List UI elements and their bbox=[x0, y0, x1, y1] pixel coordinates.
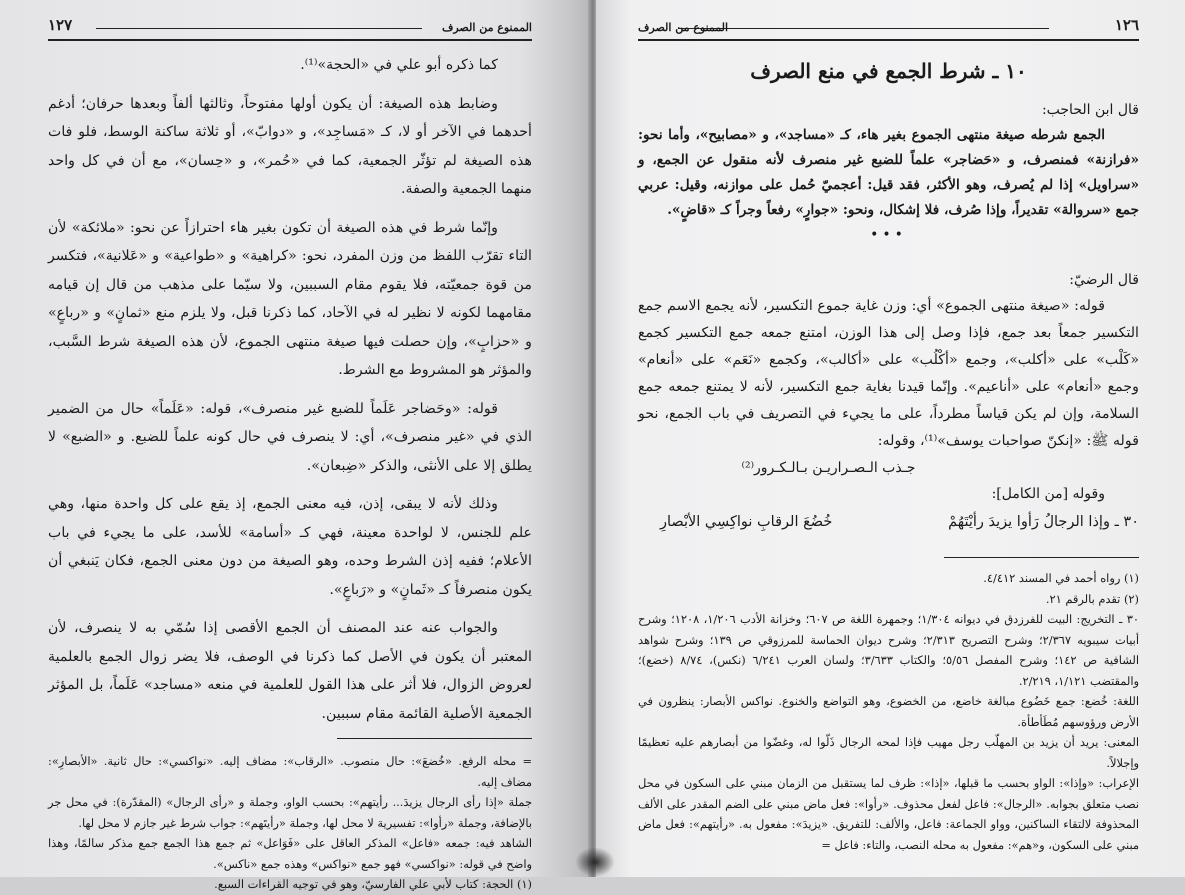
paragraph: كما ذكره أبو علي في «الحجة»⁽¹⁾. bbox=[300, 57, 498, 73]
page-number: ١٢٧ bbox=[48, 16, 73, 34]
meter-intro: وقوله [من الكامل]: bbox=[991, 486, 1105, 502]
verse-second-hemistich: خُضُعَ الرقابِ نواكِسِي الأبْصارِ bbox=[660, 514, 833, 530]
speaker-ibn-hajib: قال ابن الحاجب: bbox=[1041, 102, 1139, 118]
footnote: ٣٠ ـ التخريج: البيت للفرزدق في ديوانه ١/٣٠٤؛ وجمهرة اللغة ص ٦٠٧؛ وخزانة الأدب ١/٢٠٦، ١٢٠٨؛ وشرح أبيات سيبويه ٢/٣٦٧؛ وشرح التصريح ٢/٣١٣؛ وشرح ديوان الحماسة للمرزوقي ص ١٣٩؛ وشرح شواهد الشافية ص ١٤٢؛ وشرح المفصل ٥/٥٦؛ والكتاب ٣/٦٣٣؛ ولسان العرب ٦/٢٤١ (نكس)، ٨/٧٤ (خضع)؛ والمقتضب ١/١٢١، ٢/٢١٩. bbox=[638, 612, 1139, 688]
speaker-radi: قال الرضيّ: bbox=[1069, 272, 1139, 288]
page-number: ١٢٦ bbox=[1114, 16, 1139, 34]
radi-text: قوله: «صيغة منتهى الجموع» أي: وزن غاية جموع التكسير، لأنه يجمع الاسم جمع التكسير جمعاً بعد جمع، فإذا وصل إلى هذا الوزن، امتنع جمعه جمع التكسير كجمع «كَلْب» على «أكلب»، وجمع «أكْلُب» على «أكالب»، وكجمع «نَعَم» على «أنعام» وجمع «أنعام» على «أناعيم». وإنّما قيدنا بغاية جمع التكسير، لأنه لا يمتنع جمعه جمع السلامة، وإن لم يكن قياساً مطرداً، على ما يجيء في التصريف في باب الجمع، نحو قوله ﷺ: «إنكنّ صواحبات يوسف»⁽¹⁾، وقوله: bbox=[638, 298, 1139, 449]
running-head-left bbox=[48, 14, 532, 34]
footnotes-left bbox=[48, 751, 532, 895]
verse-first-hemistich: ٣٠ ـ وإذا الرجالُ رَأوا يزيدَ رأيْتَهُمْ bbox=[948, 514, 1139, 530]
footnote: (١) رواه أحمد في المسند ٤/٤١٢. bbox=[983, 571, 1139, 585]
footnote: اللغة: خُضع: جمع خَضُوع مبالغة خاضع، من الخضوع، وهو التواضع والخنوع. نواكس الأبصار: ينظرون في الأرض ورؤوسهم مُطَأطأة. bbox=[638, 694, 1139, 729]
running-title: الممنوع من الصرف bbox=[638, 21, 729, 34]
verse-number: ٣٠ ـ bbox=[1114, 514, 1139, 530]
running-head-right bbox=[638, 14, 1139, 34]
footnote-rule bbox=[337, 738, 532, 739]
ibn-hajib-text: الجمع شرطه صيغة منتهى الجموع بغير هاء، كـ «مساجد»، و «مصابيح»، وأما نحو: «فرازنة» فمنصرف، و «حَضاجر» علماً للضبع غير منصرف لأنه منقول عن الجمع، و «سراويل» إذا لم يُصرف، وهو الأكثر، فقد قيل: أعجميّ حُمل على موازنه، وقيل: عربي جمع «سروالة» تقديراً، وإذا صُرف، فلا إشكال، ونحو: «جوارٍ» رفعاً وجراً كـ «قاضٍ». bbox=[638, 127, 1139, 218]
footnote: الشاهد فيه: جمعه «فاعل» المذكر العاقل على «فَوَاعل» ثم جمع هذا الجمع جمع مذكر سالمًا، وهذا واضح في قوله: «نواكسي» فهو جمع «نواكس» وهذه جمع «ناكس». bbox=[48, 836, 532, 871]
paragraph: قوله: «وحَضاجر عَلَماً للضبع غير منصرف»، قوله: «عَلَماً» حال من الضمير الذي في «غير منصرف»، أي: لا ينصرف في حال كونه علماً للضبع. و «الضبع» لا يطلق إلا على الأنثى، والذكر «ضِبعان». bbox=[48, 400, 532, 474]
footnote: المعنى: يريد أن يزيد بن المهلّب رجل مهيب فإذا لمحه الرجال ذَلّوا له، وغضّوا من أبصارهم عليه تعظيمًا وإجلالاً. bbox=[638, 735, 1139, 770]
half-verse: جـذب الـصـراريـن بـالـكـرور⁽²⁾ bbox=[741, 460, 916, 476]
chapter-title: ١٠ ـ شرط الجمع في منع الصرف bbox=[750, 59, 1027, 83]
running-title: الممنوع من الصرف bbox=[441, 21, 532, 34]
header-rule-thick bbox=[638, 39, 1139, 41]
paragraph: والجواب عنه عند المصنف أن الجمع الأقصى إذا سُمّي به لا ينصرف، لأن المعتبر أن يكون في الأصل كما ذكرنا في الوصف، فلا يضر زوال الجمع بالعلمية لعروض الزوال، فلا أثر على هذا القول للعلمية في منعه «مساجد» عَلَماً، بل المؤثر الجمعية الأصلية القائمة مقام سببين. bbox=[48, 620, 532, 722]
footnote: = محله الرفع. «خُضعَ»: حال منصوب. «الرقاب»: مضاف إليه. «نواكسي»: حال ثانية. «الأبصارِ»: مضاف إليه. bbox=[48, 754, 532, 789]
header-rule-thin bbox=[678, 28, 1049, 29]
poetry-verse bbox=[638, 507, 1139, 537]
footnote-rule bbox=[944, 557, 1139, 558]
footnote: (٢) تقدم بالرقم ٢١. bbox=[1045, 591, 1139, 606]
binding-shadow bbox=[575, 847, 615, 877]
header-rule-thin bbox=[96, 28, 422, 29]
footnote: (١) الحجة: كتاب لأبي علي الفارسيّ، وهو في توجيه القراءات السبع. bbox=[214, 877, 532, 891]
page-126 bbox=[596, 0, 1185, 877]
paragraph: وضابط هذه الصيغة: أن يكون أولها مفتوحاً، وثالثها ألفاً وبعدها حرفان؛ أدغم أحدهما في الآخر أو لا، كـ «مَساجِد»، و «دوابّ»، أو ثلاثة ساكنة الوسط، فلو فات هذه الصيغة لم تؤثّر الجمعية، كما في «حُمر»، و «حِسان»، مع أن في كل واحد منهما الجمعية والصفة. bbox=[48, 95, 532, 197]
section-separator: ••• bbox=[870, 227, 907, 243]
paragraph: وإنّما شرط في هذه الصيغة أن تكون بغير هاء احترازاً عن نحو: «ملائكة» لأن التاء تقرّب اللفظ من وزن المفرد، نحو: «كراهية» و «طواعية» و «عَلانية»، فتكسر من قوة جمعيّته، فلا يقوم مقام السببين، ولا سيّما على مذهب من قال إن قيامه مقامهما لكونه لا نظير له في الآحاد، كما ذكرنا قبل، ولا يلزم منع «ثمانٍ» و «رباعٍ» و «حزابٍ»، وإن حصلت فيها صيغة منتهى الجموع، لأن هذه الصيغة شرط السَّبب، والمؤثر هو المشروط مع الشرط. bbox=[48, 219, 532, 378]
page-127 bbox=[0, 0, 590, 891]
footnote: جملة «إذا رأى الرجال يزيدَ... رأيتهم»: بحسب الواو، وجملة و «رأى الرجال» (المقدّرة): في محل جر بالإضافة، وجملة «رأوا»: تفسيرية لا محل لها، وجملة «رأيتَهم»: جواب شرط غير جازم لا محل لها. bbox=[48, 795, 532, 830]
footnote: الإعراب: «وإذا»: الواو بحسب ما قبلها، «إذا»: ظرف لما يستقبل من الزمان مبني على السكون في محل نصب متعلق بجوابه. «الرجال»: فاعل لفعل محذوف. «رأوا»: فعل ماض مبني على الضم المقدر على الألف المحذوفة لالتقاء الساكنين، وواو الجماعة: فاعل، والألف: للتفريق. «يزيدَ»: مفعول به. «رأيتهم»: فعل ماض مبني على السكون، و«هم»: مفعول به محله النصب، والتاء: فاعل = bbox=[638, 776, 1139, 852]
paragraph: وذلك لأنه لا يبقى، إذن، فيه معنى الجمع، إذ يقع على كل واحدة منها، وهي علم للجنس، لا لواحدة معينة، فهي كـ «أسامة» للأسد، على ما يجيء في باب الأعلام؛ ففيه إذن الشرط وحده، وهو الصيغة من دون معنى الجمع، فكان يَنبغي أن يكون منصرفاً كـ «ثَمانٍ» و «رَباعٍ». bbox=[48, 496, 532, 598]
footnotes-right bbox=[638, 568, 1139, 855]
